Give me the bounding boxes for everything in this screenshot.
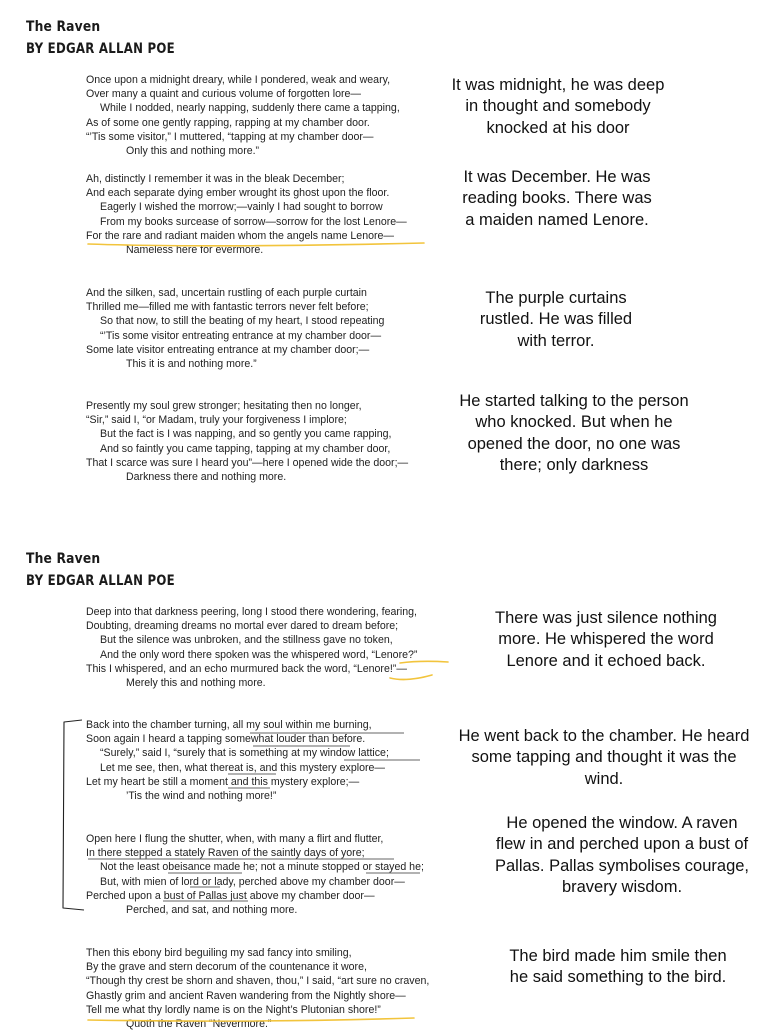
poem-line: And so faintly you came tapping, tapping at my chamber door,	[100, 442, 391, 455]
poem-line: Perched, and sat, and nothing more.	[126, 904, 298, 917]
poem-line: “’Tis some visitor entreating entrance at my chamber door—	[100, 329, 382, 342]
poem-line: For the rare and radiant maiden whom the angels name Lenore—	[86, 229, 394, 242]
poem-line: Then this ebony bird beguiling my sad fancy into smiling,	[86, 947, 352, 959]
poem-line: Eagerly I wished the morrow;—vainly I had sought to borrow	[100, 201, 383, 214]
poem-line: Ghastly grim and ancient Raven wandering from the Nightly shore—	[86, 989, 406, 1002]
poem-line: Back into the chamber turning, all my soul within me burning,	[86, 719, 372, 731]
poem-line: Soon again I heard a tapping somewhat louder than before.	[86, 733, 366, 746]
annotation-note-2: It was December. He was reading books. There was a maiden named Lenore.	[462, 168, 652, 229]
stanza-8	[86, 946, 466, 1031]
poem-line: By the grave and stern decorum of the countenance it wore,	[86, 961, 367, 974]
stanza-1	[86, 73, 466, 158]
poem-line: That I scarce was sure I heard you”—here I opened wide the door;—	[86, 456, 409, 469]
poem-line: Doubting, dreaming dreams no mortal ever dared to dream before;	[86, 620, 399, 633]
poem-line: Darkness there and nothing more.	[126, 471, 287, 484]
poem-line: ’Tis the wind and nothing more!”	[126, 790, 277, 803]
poem-line: From my books surcease of sorrow—sorrow for the lost Lenore—	[100, 215, 407, 228]
poem-line: “Surely,” said I, “surely that is something at my window lattice;	[100, 747, 389, 760]
poem-line: Let me see, then, what thereat is, and this mystery explore—	[100, 761, 385, 774]
poem-line: Merely this and nothing more.	[126, 677, 266, 690]
poem-line: But the fact is I was napping, and so gently you came rapping,	[100, 428, 392, 441]
stanza-2	[86, 172, 466, 257]
poem-line: But the silence was unbroken, and the stillness gave no token,	[100, 634, 393, 647]
stanza-7	[86, 832, 466, 917]
section-1-title: The Raven	[26, 19, 101, 35]
poem-line: While I nodded, nearly napping, suddenly there came a tapping,	[100, 102, 400, 115]
stanza-3	[86, 286, 466, 371]
poem-line: “Though thy crest be shorn and shaven, thou,” I said, “art sure no craven,	[86, 975, 430, 988]
poem-line: This it is and nothing more.”	[126, 358, 257, 371]
poem-line: “’Tis some visitor,” I muttered, “tapping at my chamber door—	[86, 130, 374, 143]
bracket-mark	[63, 720, 84, 910]
poem-line: Open here I flung the shutter, when, with many a flirt and flutter,	[86, 833, 384, 845]
poem-line: This I whispered, and an echo murmured back the word, “Lenore!”—	[86, 662, 407, 675]
poem-line: Presently my soul grew stronger; hesitating then no longer,	[86, 400, 362, 412]
annotation-note-3: The purple curtains rustled. He was filled with terror.	[479, 289, 633, 350]
annotation-note-7: He opened the window. A raven flew in and perched upon a bust of Pallas. Pallas symbolises courage, bravery wisdom.	[494, 814, 750, 897]
annotation-note-8: The bird made him smile then he said something to the bird.	[509, 947, 727, 987]
poem-line: Perched upon a bust of Pallas just above my chamber door—	[86, 889, 375, 902]
poem-line: Tell me what thy lordly name is on the Night’s Plutonian shore!”	[86, 1003, 381, 1016]
poem-line: Ah, distinctly I remember it was in the bleak December;	[86, 173, 345, 185]
annotation-note-5: There was just silence nothing more. He whispered the word Lenore and it echoed back.	[495, 609, 717, 670]
poem-line: Deep into that darkness peering, long I stood there wondering, fearing,	[86, 606, 417, 618]
poem-line: Over many a quaint and curious volume of forgotten lore—	[86, 88, 361, 101]
stanza-6	[86, 718, 466, 803]
poem-line: Nameless here for evermore.	[126, 244, 264, 257]
annotation-note-6: He went back to the chamber. He heard some tapping and thought it was the wind.	[458, 727, 750, 788]
poem-line: And the silken, sad, uncertain rustling of each purple curtain	[86, 287, 367, 299]
poem-line: Once upon a midnight dreary, while I pondered, weak and weary,	[86, 74, 391, 86]
section-2-title: The Raven	[26, 551, 101, 567]
annotation-note-1: It was midnight, he was deep in thought and somebody knocked at his door	[451, 76, 665, 137]
poem-line: Some late visitor entreating entrance at my chamber door;—	[86, 343, 370, 356]
poem-line: As of some one gently rapping, rapping at my chamber door.	[86, 116, 370, 129]
poem-line: Let my heart be still a moment and this mystery explore;—	[86, 775, 360, 788]
stanza-5	[86, 605, 466, 690]
section-1-author: BY EDGAR ALLAN POE	[26, 41, 175, 57]
poem-line: But, with mien of lord or lady, perched above my chamber door—	[100, 875, 405, 888]
poem-line: So that now, to still the beating of my heart, I stood repeating	[100, 315, 385, 328]
stanza-4	[86, 399, 466, 484]
poem-line: “Sir,” said I, “or Madam, truly your forgiveness I implore;	[86, 414, 347, 427]
poem-line: Only this and nothing more.”	[126, 145, 260, 158]
poem-line: In there stepped a stately Raven of the saintly days of yore;	[86, 847, 365, 860]
poem-line: And each separate dying ember wrought its ghost upon the floor.	[86, 187, 390, 200]
annotation-note-4: He started talking to the person who knocked. But when he opened the door, no one was there; only darkness	[459, 392, 689, 475]
poem-line: Not the least obeisance made he; not a minute stopped or stayed he;	[100, 861, 424, 874]
section-2-author: BY EDGAR ALLAN POE	[26, 573, 175, 589]
poem-line: Thrilled me—filled me with fantastic terrors never felt before;	[86, 301, 369, 314]
poem-line: And the only word there spoken was the whispered word, “Lenore?”	[100, 648, 418, 661]
poem-line: Quoth the Raven “Nevermore.”	[126, 1018, 272, 1031]
